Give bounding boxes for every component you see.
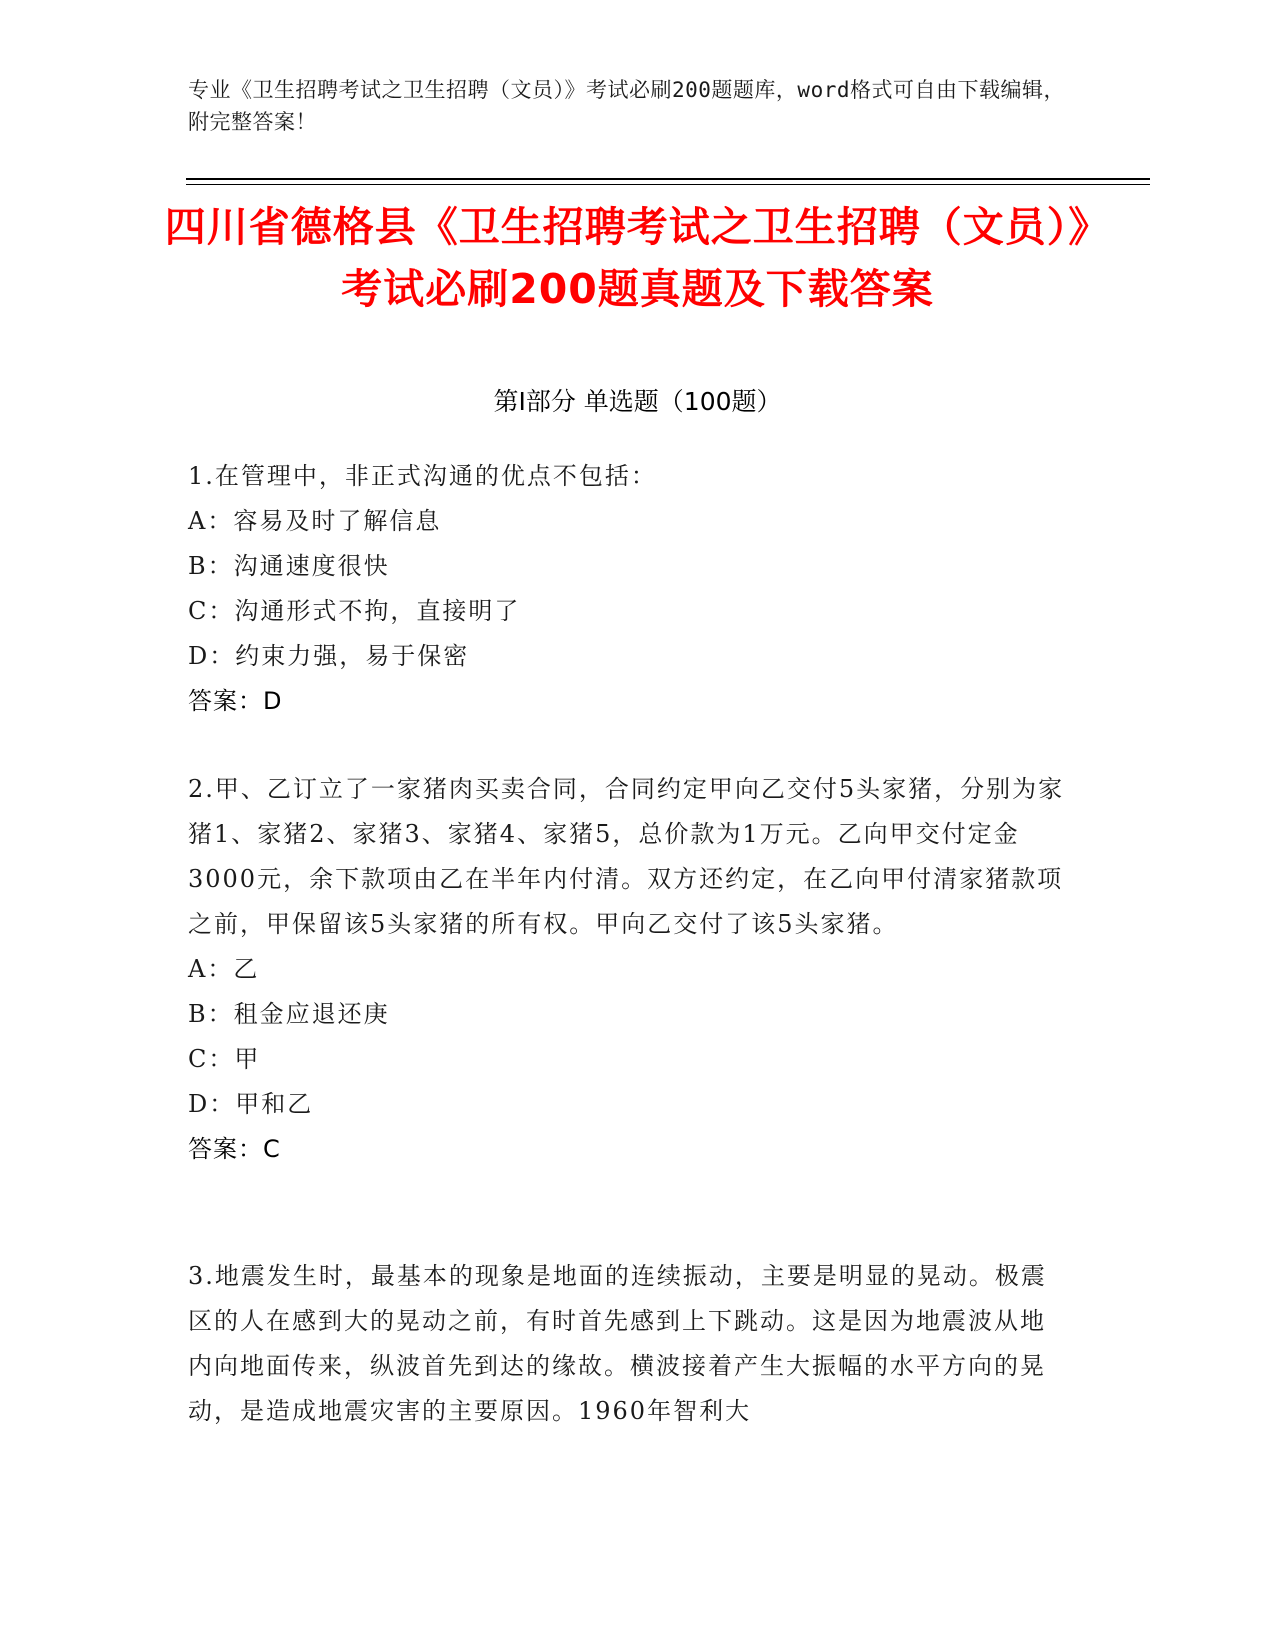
option-text: 沟通形式不拘，直接明了	[234, 597, 521, 625]
option-d	[188, 1082, 1068, 1127]
question-3	[188, 1254, 1068, 1434]
header-divider-thin	[186, 184, 1150, 185]
document-title: 四川省德格县《卫生招聘考试之卫生招聘（文员）》考试必刷200题真题及下载答案	[164, 203, 1111, 313]
header-note: 专业《卫生招聘考试之卫生招聘（文员）》考试必刷200题题库，word格式可自由下载编辑，附完整答案！	[188, 78, 1065, 134]
option-key: D：	[188, 642, 236, 670]
section-title: 第Ⅰ部分 单选题（100题）	[493, 387, 782, 416]
option-b	[188, 992, 1068, 1037]
question-2	[188, 767, 1068, 1172]
option-text: 甲和乙	[235, 1090, 314, 1118]
option-text: 租金应退还庚	[233, 1000, 390, 1028]
option-text: 约束力强，易于保密	[235, 642, 470, 670]
option-a	[188, 499, 1068, 544]
option-key: C：	[188, 1045, 235, 1073]
option-d	[188, 634, 1068, 679]
option-key: B：	[188, 1000, 234, 1028]
option-key: B：	[188, 552, 234, 580]
answer: 答案：C	[188, 1135, 281, 1163]
question-1	[188, 454, 1068, 724]
option-text: 甲	[234, 1045, 261, 1073]
option-text: 容易及时了解信息	[233, 507, 442, 535]
option-b	[188, 544, 1068, 589]
question-stem: 3.地震发生时，最基本的现象是地面的连续振动，主要是明显的晃动。极震区的人在感到大的晃动之前，有时首先感到上下跳动。这是因为地震波从地内向地面传来，纵波首先到达的缘故。横波接着产生大振幅的水平方向的晃动，是造成地震灾害的主要原因。1960年智利大	[188, 1262, 1047, 1425]
option-c	[188, 1037, 1068, 1082]
question-stem: 2.甲、乙订立了一家猪肉买卖合同，合同约定甲向乙交付5头家猪，分别为家猪1、家猪2、家猪3、家猪4、家猪5，总价款为1万元。乙向甲交付定金3000元，余下款项由乙在半年内付清。双方还约定，在乙向甲付清家猪款项之前，甲保留该5头家猪的所有权。甲向乙交付了该5头家猪。	[188, 775, 1065, 938]
option-text: 沟通速度很快	[233, 552, 390, 580]
option-a	[188, 947, 1068, 992]
option-key: A：	[188, 955, 234, 983]
header-divider-thick	[186, 178, 1150, 180]
option-key: C：	[188, 597, 235, 625]
answer: 答案：D	[188, 687, 283, 715]
option-key: A：	[188, 507, 234, 535]
option-c	[188, 589, 1068, 634]
question-stem: 1.在管理中，非正式沟通的优点不包括：	[188, 462, 657, 490]
option-key: D：	[188, 1090, 236, 1118]
option-text: 乙	[233, 955, 260, 983]
